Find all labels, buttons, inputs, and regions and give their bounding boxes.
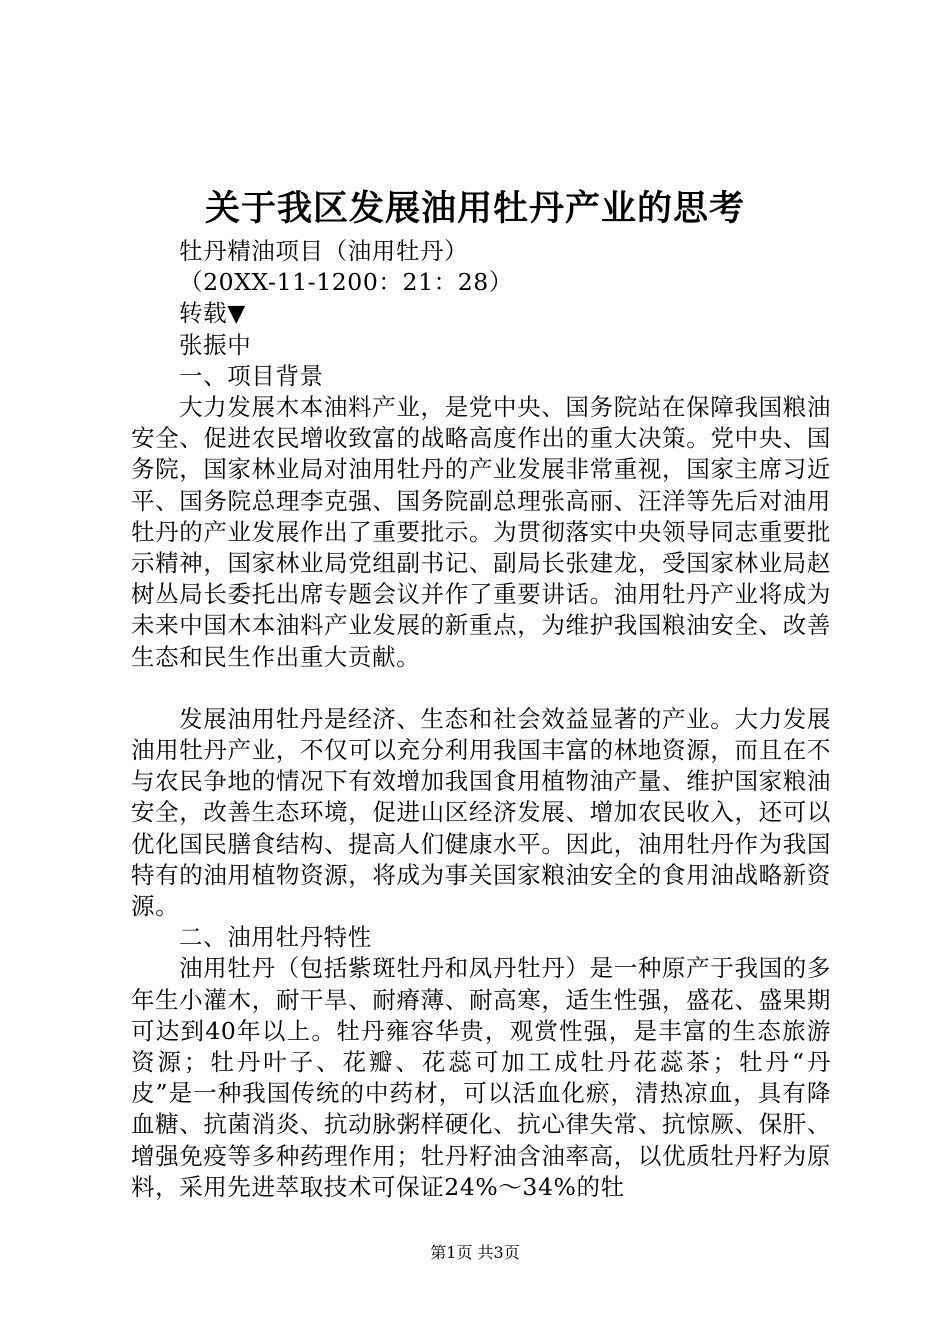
document-body [131, 236, 831, 1203]
datetime-line: （20XX-11-1200：21：28） [179, 268, 513, 297]
paragraph-characteristics: 油用牡丹（包括紫斑牡丹和凤丹牡丹）是一种原产于我国的多年生小灌木，耐干旱、耐瘠薄、耐高寒，适生性强，盛花、盛果期可达到40年以上。牡丹雍容华贵，观赏性强，是丰富的生态旅游资源；牡丹叶子、花瓣、花蕊可加工成牡丹花蕊茶；牡丹“丹皮”是一种我国传统的中药材，可以活血化瘀，清热凉血，具有降血糖、抗菌消炎、抗动脉粥样硬化、抗心律失常、抗惊厥、保肝、增强免疫等多种药理作用；牡丹籽油含油率高，以优质牡丹籽为原料，采用先进萃取技术可保证24%～34%的牡 [131, 954, 831, 1201]
source-line: 牡丹精油项目（油用牡丹） [179, 237, 469, 265]
repost-link[interactable]: 转载▼ [179, 299, 246, 328]
paragraph-spacer [131, 673, 831, 704]
paragraph-background: 大力发展木本油料产业，是党中央、国务院站在保障我国粮油安全、促进农民增收致富的战略高度作出的重大决策。党中央、国务院，国家林业局对油用牡丹的产业发展非常重视，国家主席习近平、国务院总理李克强、国务院副总理张高丽、汪洋等先后对油用牡丹的产业发展作出了重要批示。为贯彻落实中央领导同志重要批示精神，国家林业局党组副书记、副局长张建龙，受国家林业局赵树丛局长委托出席专题会议并作了重要讲话。油用牡丹产业将成为未来中国木本油料产业发展的新重点，为维护我国粮油安全、改善生态和民生作出重大贡献。 [131, 393, 831, 671]
section-heading-background: 一、项目背景 [179, 361, 324, 390]
section-heading-characteristics: 二、油用牡丹特性 [179, 923, 372, 952]
page-number: 第1页 共3页 [430, 1243, 520, 1262]
author-line: 张振中 [179, 330, 252, 359]
paragraph-benefits: 发展油用牡丹是经济、生态和社会效益显著的产业。大力发展油用牡丹产业，不仅可以充分利用我国丰富的林地资源，而且在不与农民争地的情况下有效增加我国食用植物油产量、维护国家粮油安全，改善生态环境，促进山区经济发展、增加农民收入，还可以优化国民膳食结构、提高人们健康水平。因此，油用牡丹作为我国特有的油用植物资源，将成为事关国家粮油安全的食用油战略新资源。 [131, 704, 831, 921]
document-title: 关于我区发展油用牡丹产业的思考 [204, 188, 745, 229]
